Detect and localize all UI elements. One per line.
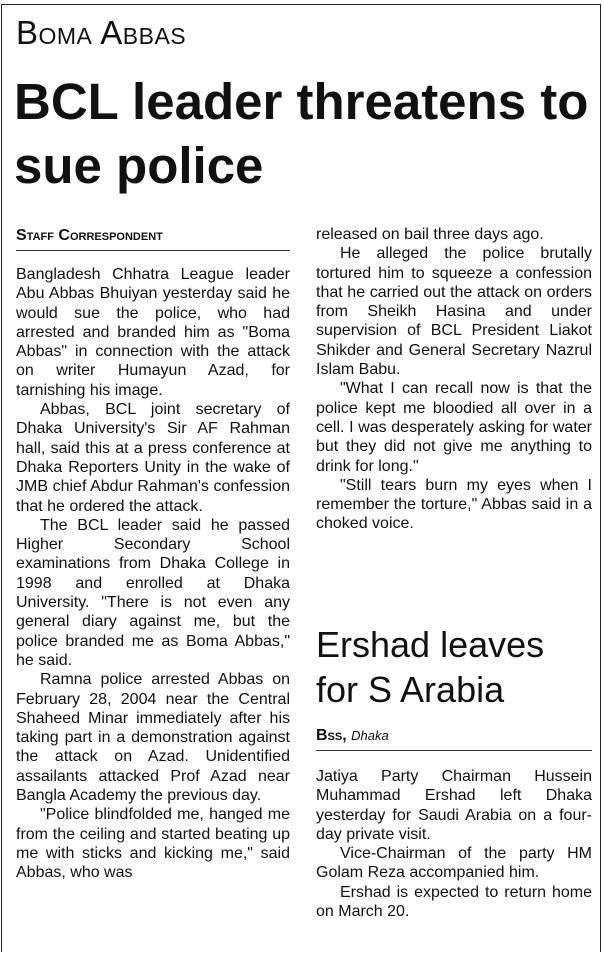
body-paragraph: "Police blindfolded me, hanged me from the ceiling and started beating up me with sticks and kicking me," said Abbas, who was bbox=[16, 806, 290, 882]
byline-divider bbox=[16, 250, 290, 251]
byline-agency: Bss, bbox=[316, 727, 347, 744]
body-paragraph: Ershad is expected to return home on March 20. bbox=[316, 883, 592, 921]
second-article-byline bbox=[316, 728, 389, 744]
body-paragraph: Abbas, BCL joint secretary of Dhaka University's Sir AF Rahman hall, said this at a press conference at Dhaka Reporters Unity in the wake of JMB chief Abdur Rahman's confession that he ordered the attack. bbox=[16, 401, 290, 515]
article-column-2 bbox=[316, 225, 592, 534]
body-paragraph: "Still tears burn my eyes when I remember the torture," Abbas said in a choked voice. bbox=[316, 476, 592, 533]
article-headline: BCL leader threatens to sue police bbox=[14, 73, 589, 194]
body-paragraph: "What I can recall now is that the police kept me bloodied all over in a cell. I was desperately asking for water but they did not give me anything to drink for long." bbox=[316, 380, 592, 475]
byline-place: Dhaka bbox=[351, 728, 389, 743]
body-paragraph: released on bail three days ago. bbox=[316, 226, 544, 243]
article-column-1 bbox=[16, 265, 290, 883]
article-byline: Staff Correspondent bbox=[16, 227, 163, 244]
second-article-body bbox=[316, 767, 592, 921]
body-paragraph: Jatiya Party Chairman Hussein Muhammad Ershad left Dhaka yesterday for Saudi Arabia on a four-day private visit. bbox=[316, 768, 592, 843]
article-kicker: Boma Abbas bbox=[16, 14, 187, 51]
body-paragraph: Vice-Chairman of the party HM Golam Reza accompanied him. bbox=[316, 845, 592, 882]
body-paragraph: Ramna police arrested Abbas on February 28, 2004 near the Central Shaheed Minar immediately after his taking part in a demonstration against the attack on Azad. Unidentified assailants attacked Prof Azad near Bangla Academy the previous day. bbox=[16, 671, 290, 805]
body-paragraph: Bangladesh Chhatra League leader Abu Abbas Bhuiyan yesterday said he would sue the police, who had arrested and branded him as "Boma Abbas" in connection with the attack on writer Humayun Azad, for tarnishing his image. bbox=[16, 266, 290, 399]
body-paragraph: He alleged the police brutally tortured him to squeeze a confession that he carried out the attack on orders from Sheikh Hasina and under supervision of BCL President Liakot Shikder and General Secretary Nazrul Islam Babu. bbox=[316, 245, 592, 379]
body-paragraph: The BCL leader said he passed Higher Secondary School examinations from Dhaka College in 1998 and enrolled at Dhaka University. "There is not even any general diary against me, but the police branded me as Boma Abbas," he said. bbox=[16, 516, 290, 669]
second-article-headline: Ershad leaves for S Arabia bbox=[316, 624, 545, 710]
byline-divider bbox=[316, 750, 592, 751]
